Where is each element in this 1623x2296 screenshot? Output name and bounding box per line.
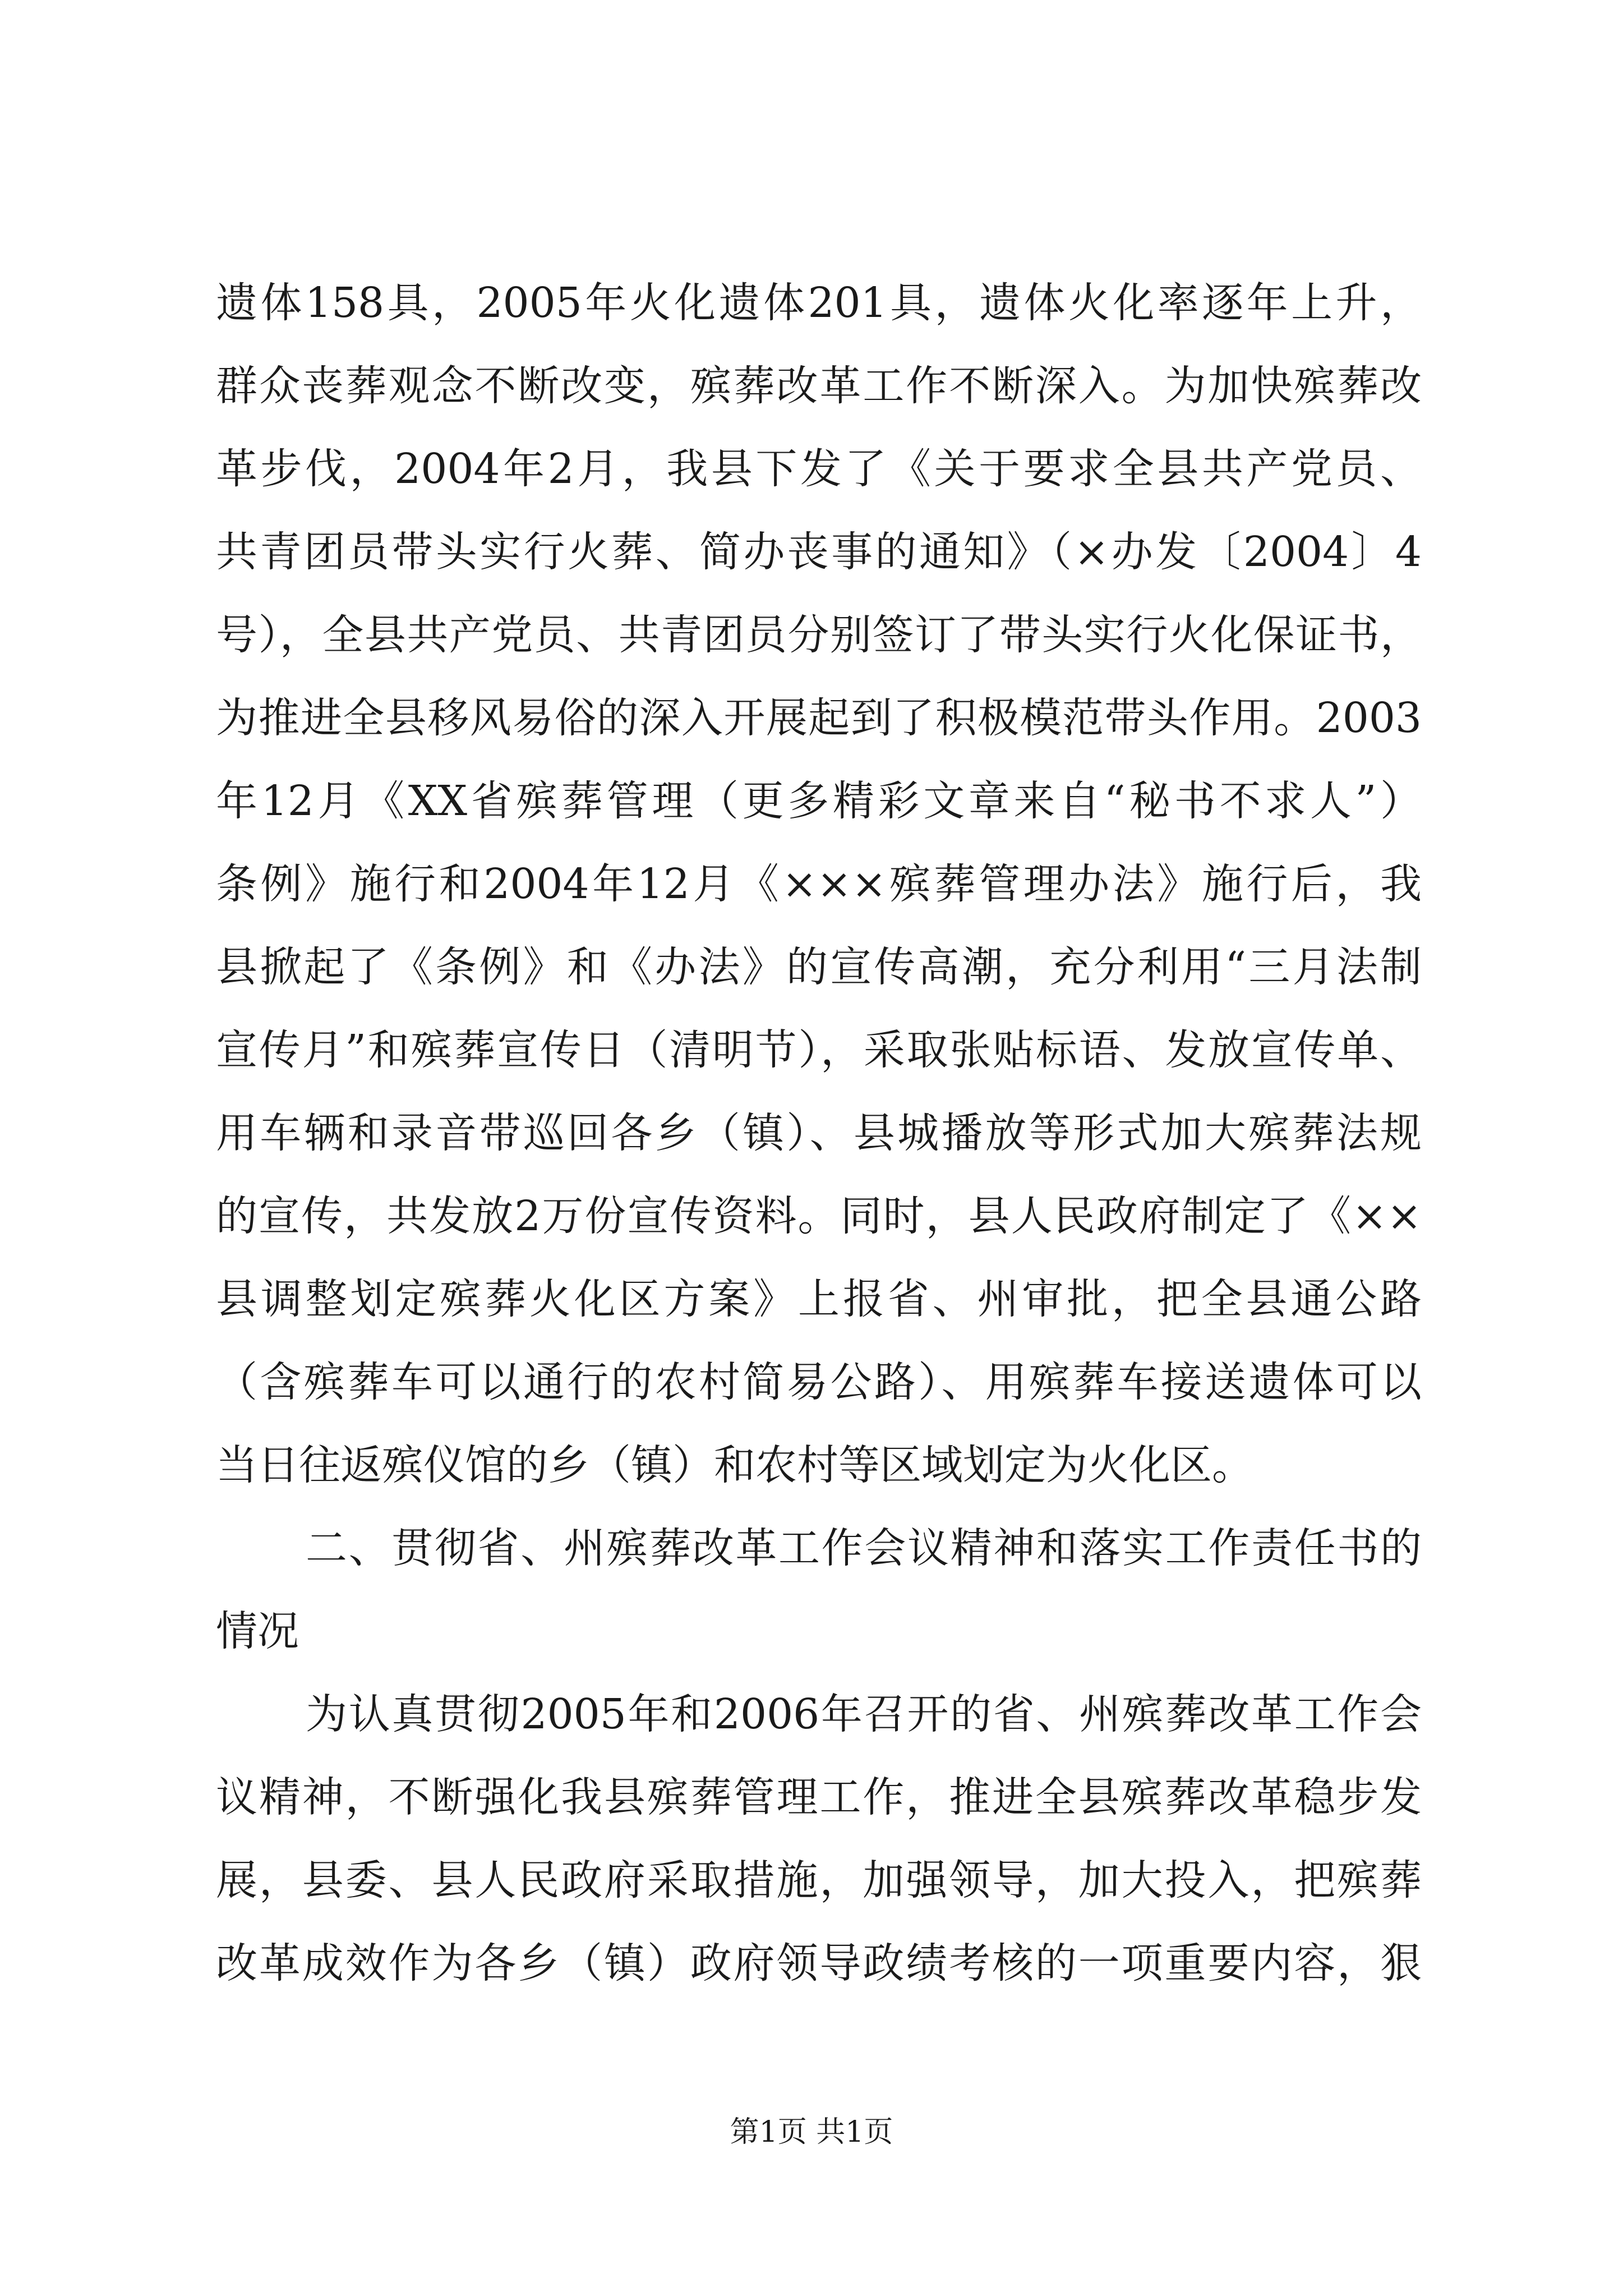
text-line-15: 当日往返殡仪馆的乡（镇）和农村等区域划定为火化区。 <box>216 1441 1253 1489</box>
text-line-11: 用车辆和录音带巡回各乡（镇）、县城播放等形式加大殡葬法规 <box>216 1109 1422 1157</box>
text-line-4: 共青团员带头实行火葬、简办丧事的通知》（×办发〔2004〕4 <box>216 528 1422 576</box>
text-line-2: 群众丧葬观念不断改变，殡葬改革工作不断深入。为加快殡葬改 <box>216 362 1422 410</box>
text-line-8: 条例》施行和2004年12月《×××殡葬管理办法》施行后，我 <box>216 860 1422 908</box>
text-line-10: 宣传月”和殡葬宣传日（清明节），采取张贴标语、发放宣传单、 <box>216 1026 1422 1074</box>
text-line-12: 的宣传，共发放2万份宣传资料。同时，县人民政府制定了《×× <box>216 1192 1422 1240</box>
text-line-18: 为认真贯彻2005年和2006年召开的省、州殡葬改革工作会 <box>306 1690 1422 1738</box>
text-line-20: 展，县委、县人民政府采取措施，加强领导，加大投入，把殡葬 <box>216 1856 1422 1904</box>
text-line-1: 遗体158具，2005年火化遗体201具，遗体火化率逐年上升， <box>216 279 1422 327</box>
text-line-6: 为推进全县移风易俗的深入开展起到了积极模范带头作用。2003 <box>216 694 1422 742</box>
page-footer <box>0 2108 1623 2150</box>
section-heading-line-1: 二、贯彻省、州殡葬改革工作会议精神和落实工作责任书的 <box>306 1524 1422 1572</box>
text-line-9: 县掀起了《条例》和《办法》的宣传高潮，充分利用“三月法制 <box>216 943 1422 991</box>
text-line-5: 号），全县共产党员、共青团员分别签订了带头实行火化保证书， <box>216 611 1422 659</box>
page-number: 第1页 共1页 <box>730 2115 893 2149</box>
section-heading-line-2: 情况 <box>216 1607 299 1655</box>
document-body <box>216 261 1422 2005</box>
text-line-7: 年12月《XX省殡葬管理（更多精彩文章来自“秘书不求人”） <box>216 777 1422 825</box>
text-line-13: 县调整划定殡葬火化区方案》上报省、州审批，把全县通公路 <box>216 1275 1422 1323</box>
text-line-3: 革步伐，2004年2月，我县下发了《关于要求全县共产党员、 <box>216 445 1422 493</box>
text-line-14: （含殡葬车可以通行的农村简易公路）、用殡葬车接送遗体可以 <box>216 1358 1422 1406</box>
text-line-19: 议精神，不断强化我县殡葬管理工作，推进全县殡葬改革稳步发 <box>216 1773 1422 1821</box>
text-line-21: 改革成效作为各乡（镇）政府领导政绩考核的一项重要内容，狠 <box>216 1939 1422 1987</box>
